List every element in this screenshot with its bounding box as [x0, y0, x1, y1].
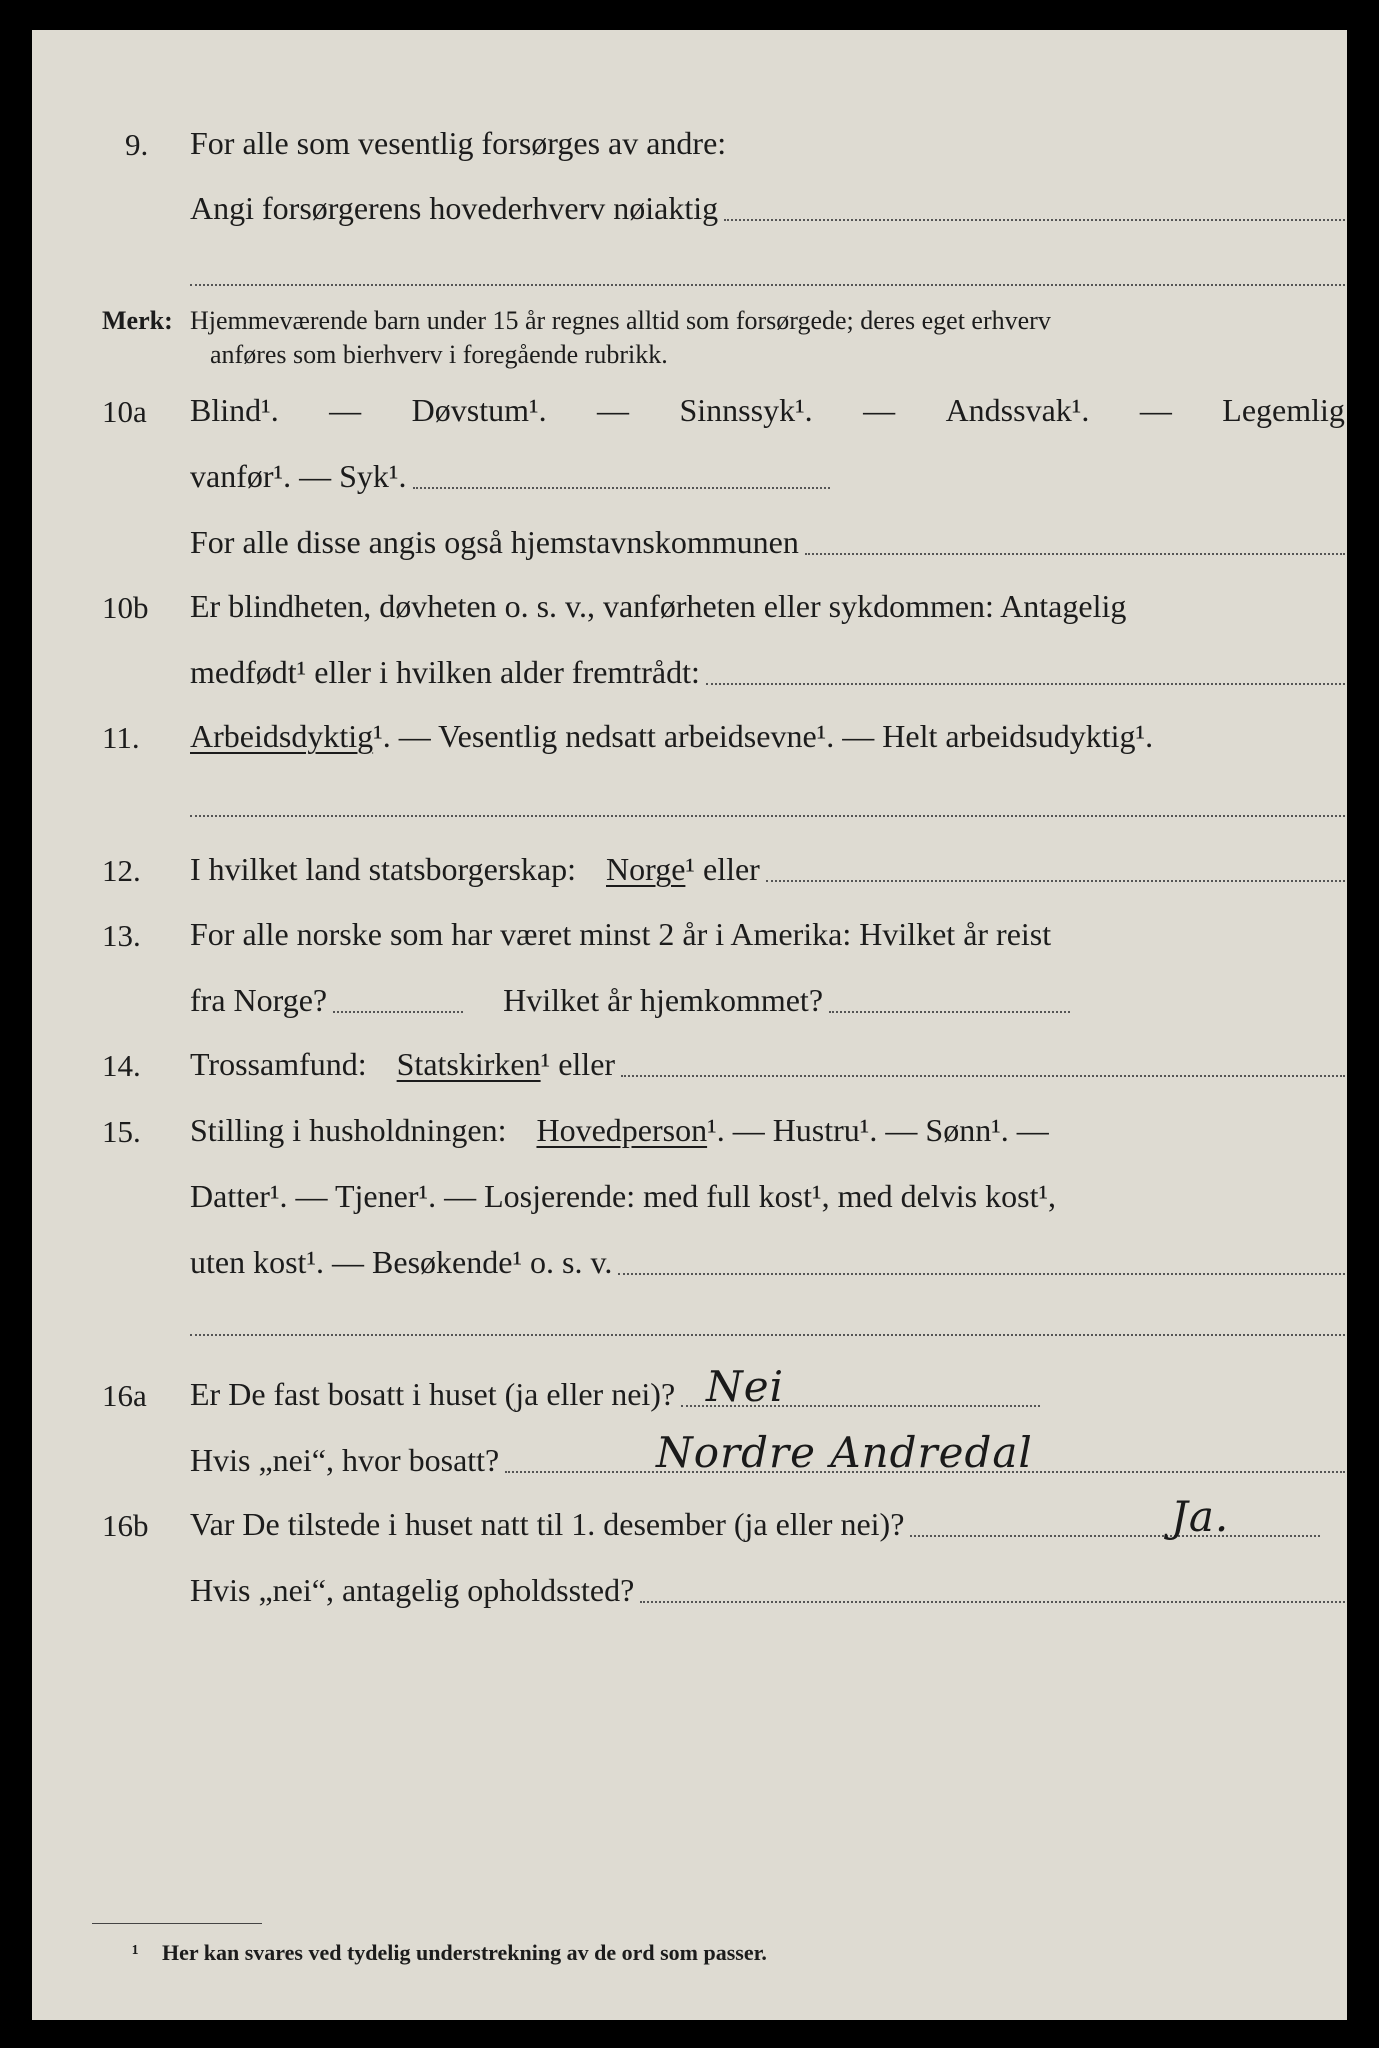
q16b-answer1-field[interactable]	[910, 1535, 1320, 1537]
q10a-line3-text: For alle disse angis også hjemstavnskommunen	[190, 524, 799, 560]
merk-line1: Hjemmeværende barn under 15 år regnes alltid som forsørgede; deres eget erhverv	[190, 306, 1051, 335]
q16b-line1	[190, 1492, 1320, 1543]
q10a-line2-text: vanfør¹. — Syk¹.	[190, 458, 407, 494]
q15-number: 15.	[102, 1114, 141, 1149]
q16b-handwritten-answer1: Ja.	[1171, 1492, 1230, 1541]
q13-number: 13.	[102, 918, 141, 953]
q12-number: 12.	[102, 853, 141, 888]
q12-line	[190, 851, 1345, 888]
footnote-mark: ¹	[132, 1940, 139, 1965]
q16a-line2-text: Hvis „nei“, hvor bosatt?	[190, 1442, 500, 1478]
q16b-number: 16b	[102, 1508, 149, 1543]
q10a-andssvak: Andssvak¹.	[945, 392, 1090, 428]
q10a-line3	[190, 524, 1345, 561]
q10b-line1: Er blindheten, døvheten o. s. v., vanførheten eller sykdommen: Antagelig	[190, 588, 1127, 624]
q9-number: 9.	[125, 127, 149, 162]
q16a-line1	[190, 1362, 1040, 1413]
q16b-line2-text: Hvis „nei“, antagelig opholdssted?	[190, 1572, 635, 1608]
q13-line2a: fra Norge?	[190, 982, 328, 1018]
q11-option-arbeidsdyktig[interactable]: Arbeidsdyktig	[190, 718, 374, 754]
q15-answer-field[interactable]	[618, 1273, 1345, 1275]
q10a-sinnssyk: Sinnssyk¹.	[679, 392, 813, 428]
merk-line2: anføres som bierhverv i foregående rubrikk.	[210, 340, 668, 369]
q16a-handwritten-answer2: Nordre Andredal	[656, 1428, 1033, 1477]
q16a-number: 16a	[102, 1378, 147, 1413]
q12-answer-field[interactable]	[766, 880, 1345, 882]
q10a-line1	[190, 392, 1345, 429]
q10a-line2	[190, 458, 830, 495]
q10a-dash1: —	[329, 392, 362, 428]
q10a-dash4: —	[1139, 392, 1172, 428]
q9-line2	[190, 190, 1345, 227]
q11-rest: ¹. — Vesentlig nedsatt arbeidsevne¹. — Helt arbeidsudyktig¹.	[373, 718, 1154, 754]
q16b-line2	[190, 1572, 1345, 1609]
q15-line3-text: uten kost¹. — Besøkende¹ o. s. v.	[190, 1244, 613, 1280]
q12-post: ¹ eller	[685, 851, 760, 887]
q15-option-hovedperson[interactable]: Hovedperson	[536, 1112, 708, 1148]
q12-option-norge[interactable]: Norge	[606, 851, 686, 887]
q10a-dash3: —	[863, 392, 896, 428]
q10a-hjemstavn-field[interactable]	[805, 553, 1345, 555]
q15-line1-pre: Stilling i husholdningen:	[190, 1112, 507, 1148]
q10b-number: 10b	[102, 590, 149, 625]
q9-line1: For alle som vesentlig forsørges av andre:	[190, 125, 727, 161]
q13-line2b: Hvilket år hjemkommet?	[503, 982, 824, 1018]
q11-line	[190, 718, 1153, 755]
q11-answer-line[interactable]	[190, 815, 1345, 817]
q9-answer-field[interactable]	[724, 219, 1345, 221]
q16b-answer2-field[interactable]	[640, 1601, 1345, 1603]
q13-line2	[190, 982, 1070, 1019]
q13-reist-field[interactable]	[333, 1011, 463, 1013]
q15-line3	[190, 1244, 1345, 1281]
merk-label: Merk:	[102, 306, 173, 335]
q14-answer-field[interactable]	[621, 1075, 1345, 1077]
footnote-rule	[92, 1923, 262, 1924]
q10a-answer-field[interactable]	[413, 487, 831, 489]
q16b-line1-text: Var De tilstede i huset natt til 1. desember (ja eller nei)?	[190, 1506, 905, 1542]
q15-answer-line2[interactable]	[190, 1334, 1345, 1336]
census-form-page	[32, 30, 1347, 2020]
q14-post: ¹ eller	[540, 1046, 616, 1082]
q14-pre: Trossamfund:	[190, 1046, 367, 1082]
q15-line1-post: ¹. — Hustru¹. — Sønn¹. —	[707, 1112, 1049, 1148]
q15-line2: Datter¹. — Tjener¹. — Losjerende: med full kost¹, med delvis kost¹,	[190, 1178, 1057, 1214]
q10b-answer-field[interactable]	[706, 683, 1345, 685]
q12-pre: I hvilket land statsborgerskap:	[190, 851, 576, 887]
q16a-line2	[190, 1428, 1345, 1479]
q16a-line1-text: Er De fast bosatt i huset (ja eller nei)?	[190, 1376, 676, 1412]
q10a-blind: Blind¹.	[190, 392, 279, 428]
footnote-text: Her kan svares ved tydelig understrekning av de ord som passer.	[162, 1940, 767, 1965]
q9-answer-line2[interactable]	[190, 284, 1345, 286]
q9-line2-text: Angi forsørgerens hovederhverv nøiaktig	[190, 190, 719, 226]
q10a-dash2: —	[597, 392, 630, 428]
q10b-line2-text: medfødt¹ eller i hvilken alder fremtrådt:	[190, 654, 700, 690]
q11-number: 11.	[102, 720, 140, 755]
q14-line	[190, 1046, 1345, 1083]
q10a-legemlig: Legemlig	[1222, 392, 1345, 428]
q10b-line2	[190, 654, 1345, 691]
q13-line1: For alle norske som har været minst 2 år i Amerika: Hvilket år reist	[190, 916, 1052, 952]
q15-line1	[190, 1112, 1049, 1149]
q16a-handwritten-answer1: Nei	[706, 1362, 785, 1411]
q14-option-statskirken[interactable]: Statskirken	[396, 1046, 541, 1082]
q13-hjemkommet-field[interactable]	[829, 1011, 1070, 1013]
q10a-number: 10a	[102, 394, 147, 429]
q14-number: 14.	[102, 1048, 141, 1083]
q10a-dovstum: Døvstum¹.	[411, 392, 547, 428]
